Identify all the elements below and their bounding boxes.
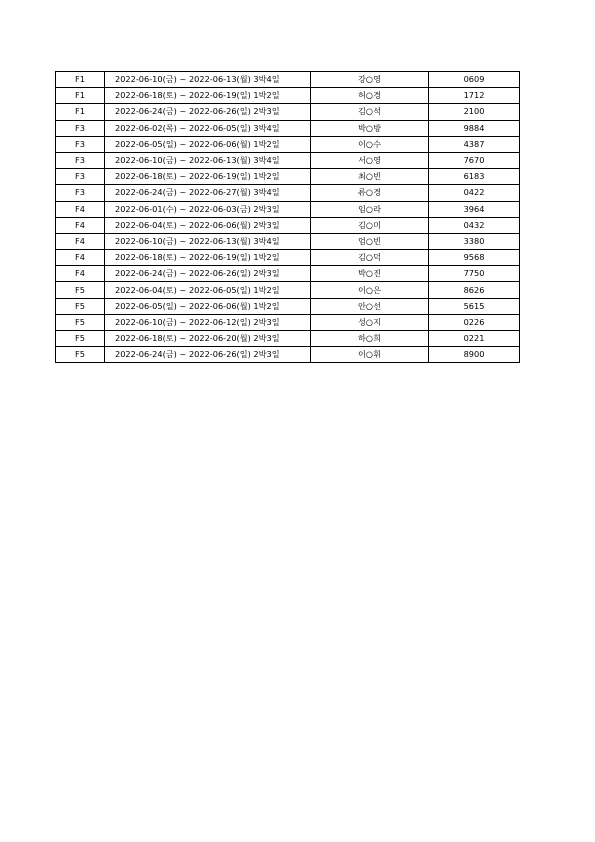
room-cell: F4 bbox=[56, 201, 105, 217]
period-cell: 2022-06-18(토) ~ 2022-06-19(일) 1박2일 bbox=[105, 169, 311, 185]
period-cell: 2022-06-24(금) ~ 2022-06-26(일) 2박3일 bbox=[105, 266, 311, 282]
code-cell: 3964 bbox=[429, 201, 520, 217]
code-cell: 3380 bbox=[429, 233, 520, 249]
table-row bbox=[56, 233, 520, 249]
period-cell: 2022-06-10(금) ~ 2022-06-13(월) 3박4일 bbox=[105, 152, 311, 168]
guest-name-cell: 류○경 bbox=[311, 185, 429, 201]
room-cell: F1 bbox=[56, 104, 105, 120]
table-row bbox=[56, 136, 520, 152]
guest-name-cell: 이○휘 bbox=[311, 347, 429, 363]
guest-name-cell: 성○지 bbox=[311, 314, 429, 330]
code-cell: 9884 bbox=[429, 120, 520, 136]
table-row bbox=[56, 298, 520, 314]
code-cell: 6183 bbox=[429, 169, 520, 185]
code-cell: 9568 bbox=[429, 250, 520, 266]
period-cell: 2022-06-18(토) ~ 2022-06-19(일) 1박2일 bbox=[105, 88, 311, 104]
guest-name-cell: 임○라 bbox=[311, 201, 429, 217]
table-row bbox=[56, 347, 520, 363]
period-cell: 2022-06-24(금) ~ 2022-06-27(월) 3박4일 bbox=[105, 185, 311, 201]
code-cell: 0609 bbox=[429, 72, 520, 88]
code-cell: 8626 bbox=[429, 282, 520, 298]
table-row bbox=[56, 250, 520, 266]
period-cell: 2022-06-24(금) ~ 2022-06-26(일) 2박3일 bbox=[105, 347, 311, 363]
guest-name-cell: 허○경 bbox=[311, 88, 429, 104]
period-cell: 2022-06-10(금) ~ 2022-06-13(월) 3박4일 bbox=[105, 233, 311, 249]
room-cell: F4 bbox=[56, 266, 105, 282]
period-cell: 2022-06-10(금) ~ 2022-06-12(일) 2박3일 bbox=[105, 314, 311, 330]
room-cell: F4 bbox=[56, 233, 105, 249]
room-cell: F3 bbox=[56, 136, 105, 152]
table-row bbox=[56, 72, 520, 88]
period-cell: 2022-06-10(금) ~ 2022-06-13(월) 3박4일 bbox=[105, 72, 311, 88]
guest-name-cell: 안○선 bbox=[311, 298, 429, 314]
code-cell: 0221 bbox=[429, 331, 520, 347]
period-cell: 2022-06-05(일) ~ 2022-06-06(월) 1박2일 bbox=[105, 136, 311, 152]
period-cell: 2022-06-18(토) ~ 2022-06-19(일) 1박2일 bbox=[105, 250, 311, 266]
table-row bbox=[56, 314, 520, 330]
code-cell: 8900 bbox=[429, 347, 520, 363]
guest-name-cell: 강○영 bbox=[311, 72, 429, 88]
room-cell: F3 bbox=[56, 152, 105, 168]
room-cell: F1 bbox=[56, 88, 105, 104]
code-cell: 0422 bbox=[429, 185, 520, 201]
code-cell: 5615 bbox=[429, 298, 520, 314]
table-row bbox=[56, 185, 520, 201]
room-cell: F3 bbox=[56, 185, 105, 201]
room-cell: F5 bbox=[56, 314, 105, 330]
guest-name-cell: 김○미 bbox=[311, 217, 429, 233]
guest-name-cell: 박○진 bbox=[311, 266, 429, 282]
guest-name-cell: 김○석 bbox=[311, 104, 429, 120]
table-row bbox=[56, 201, 520, 217]
reservation-table bbox=[55, 71, 520, 363]
table-row bbox=[56, 266, 520, 282]
table-row bbox=[56, 331, 520, 347]
guest-name-cell: 엄○빈 bbox=[311, 233, 429, 249]
table-row bbox=[56, 104, 520, 120]
code-cell: 2100 bbox=[429, 104, 520, 120]
code-cell: 1712 bbox=[429, 88, 520, 104]
period-cell: 2022-06-02(목) ~ 2022-06-05(일) 3박4일 bbox=[105, 120, 311, 136]
room-cell: F3 bbox=[56, 120, 105, 136]
code-cell: 7670 bbox=[429, 152, 520, 168]
guest-name-cell: 박○방 bbox=[311, 120, 429, 136]
code-cell: 7750 bbox=[429, 266, 520, 282]
table-row bbox=[56, 282, 520, 298]
guest-name-cell: 김○덕 bbox=[311, 250, 429, 266]
period-cell: 2022-06-04(토) ~ 2022-06-05(일) 1박2일 bbox=[105, 282, 311, 298]
room-cell: F5 bbox=[56, 282, 105, 298]
period-cell: 2022-06-01(수) ~ 2022-06-03(금) 2박3일 bbox=[105, 201, 311, 217]
room-cell: F5 bbox=[56, 331, 105, 347]
period-cell: 2022-06-04(토) ~ 2022-06-06(월) 2박3일 bbox=[105, 217, 311, 233]
code-cell: 0226 bbox=[429, 314, 520, 330]
table-row bbox=[56, 169, 520, 185]
guest-name-cell: 최○빈 bbox=[311, 169, 429, 185]
table-row bbox=[56, 120, 520, 136]
room-cell: F4 bbox=[56, 250, 105, 266]
guest-name-cell: 서○영 bbox=[311, 152, 429, 168]
period-cell: 2022-06-24(금) ~ 2022-06-26(일) 2박3일 bbox=[105, 104, 311, 120]
period-cell: 2022-06-05(일) ~ 2022-06-06(월) 1박2일 bbox=[105, 298, 311, 314]
reservation-table-body bbox=[56, 72, 520, 363]
table-row bbox=[56, 88, 520, 104]
room-cell: F5 bbox=[56, 298, 105, 314]
period-cell: 2022-06-18(토) ~ 2022-06-20(월) 2박3일 bbox=[105, 331, 311, 347]
room-cell: F3 bbox=[56, 169, 105, 185]
guest-name-cell: 이○은 bbox=[311, 282, 429, 298]
code-cell: 4387 bbox=[429, 136, 520, 152]
code-cell: 0432 bbox=[429, 217, 520, 233]
room-cell: F1 bbox=[56, 72, 105, 88]
guest-name-cell: 이○수 bbox=[311, 136, 429, 152]
guest-name-cell: 하○희 bbox=[311, 331, 429, 347]
room-cell: F4 bbox=[56, 217, 105, 233]
table-row bbox=[56, 152, 520, 168]
table-row bbox=[56, 217, 520, 233]
room-cell: F5 bbox=[56, 347, 105, 363]
